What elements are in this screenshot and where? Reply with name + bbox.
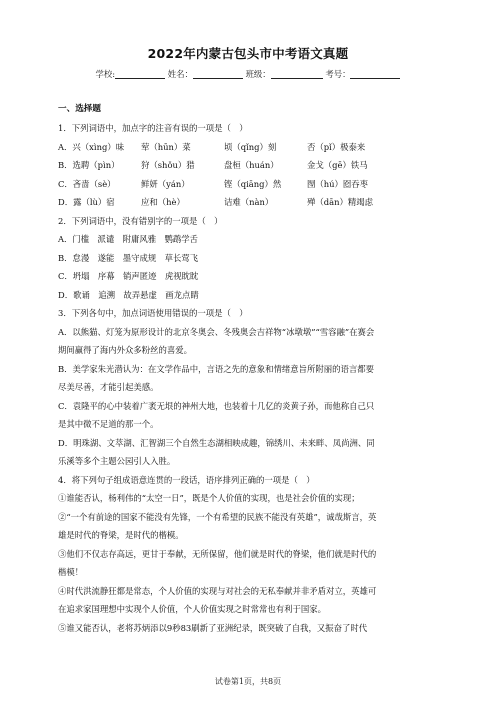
name-label: 姓名： [167,69,193,79]
section-heading: 一、选择题 [58,104,101,114]
q4-sentence-3-line-2: 楷模！ [58,567,84,577]
page-footer: 试卷第1页，共8页 [214,677,282,686]
q4-stem: 4．将下列句子组成语意连贯的一段话，语序排列正确的一项是（ ） [58,474,315,485]
q2-option-b[interactable]: B．怠漫 遂能 墨守成规 草长莺飞 [58,252,199,263]
q1-a-term-2: 荤（hūn）菜 [141,141,191,152]
q3-option-b-line-2[interactable]: 尽美尽善，才能引起美感。 [58,382,159,392]
q1-d-term-1: D．露（lù）宿 [58,197,115,207]
q4-sentence-4-line-1: ④时代洪流静狂都是常态，个人价值的实现与对社会的无私奉献并非矛盾对立，英雄可 [58,585,377,596]
q1-b-term-2: 狩（shǒu）猎 [141,160,195,170]
q3-option-d-line-1[interactable]: D．明珠湖、文萃湖、汇智湖三个自然生态湖相映成趣，锦绣川、未来畔、凤尚洲、同 [58,437,375,448]
q1-option-b[interactable] [58,156,442,175]
q3-option-b-line-1[interactable]: B．美学家朱光潜认为：在文学作品中，言语之先的意象和情绪意旨所附丽的语言都要 [58,363,375,374]
school-label: 学校: [95,69,116,79]
q1-c-term-2: 鲜妍（yán） [141,178,190,189]
q3-option-c-line-1[interactable]: C．袁隆平的心中装着广袤无垠的神州大地，也装着十几亿的炎黄子孙，而他称自己只 [58,400,375,411]
q1-d-term-2: 应和（hè） [141,197,185,207]
q1-c-term-4: 囫（hú）囵吞枣 [307,178,369,189]
q3-option-a-line-1[interactable]: A．以熊猫、灯笼为原形设计的北京冬奥会、冬残奥会吉祥物“冰墩墩”“雪容融”在赛会 [58,326,375,337]
q3-stem: 3．下列各句中，加点词语使用错误的一项是（ ） [58,308,248,318]
q3-option-d-line-2[interactable]: 乐溪等多个主题公园引人入胜。 [58,456,176,466]
q3-option-a-line-2[interactable]: 期间赢得了海内外众多粉丝的喜爱。 [58,345,192,355]
q1-c-term-3: 铿（qiāng）然 [224,178,282,189]
q1-c-term-1: C．吝啬（sè） [58,178,116,189]
q2-option-d[interactable]: D．歌诵 追溯 故弄悬虚 画龙点睛 [58,289,199,300]
q4-sentence-1: ①谁能否认，杨利伟的“太空一日”，既是个人价值的实现，也是社会价值的实现； [58,493,360,503]
school-blank[interactable] [115,69,165,79]
q4-sentence-5: ⑤谁又能否认，老将苏炳添以9秒83刷新了亚洲纪录，既突破了自我，又振奋了时代 [58,622,368,633]
class-label: 班级： [245,69,271,79]
q4-sentence-4-line-2: 在追求家国理想中实现个人价值，个人价值实现之时常常也有利于国家。 [58,604,326,614]
name-blank[interactable] [193,69,243,79]
question-content [58,119,442,637]
exam-number-label: 考号： [325,69,351,79]
q1-a-term-3: 顷（qǐng）刻 [224,141,277,152]
exam-number-blank[interactable] [350,69,400,79]
q4-sentence-3-line-1: ③他们不仅志存高远，更甘于奉献，无所保留，他们就是时代的脊梁，他们就是时代的 [58,548,377,559]
q2-stem: 2．下列词语中，没有错别字的一项是（ ） [58,215,223,226]
q4-sentence-2-line-2: 雄是时代的脊梁，是时代的楷模。 [58,530,184,540]
q1-option-c[interactable] [58,175,442,194]
q1-a-term-4: 否（pǐ）极泰来 [307,141,366,152]
q4-sentence-2-line-1: ②“一个有前途的国家不能没有先锋，一个有希望的民族不能没有英雄”，诚哉斯言，英 [58,511,377,522]
q1-stem: 1．下列词语中，加点字的注音有误的一项是（ ） [58,123,248,133]
q1-b-term-4: 金戈（gē）铁马 [307,160,368,170]
q2-option-c[interactable]: C．坍塌 序幕 销声匿迹 虎视眈眈 [58,271,199,281]
q1-a-term-1: A．兴（xìng）味 [58,141,125,152]
q3-option-c-line-2[interactable]: 是其中微不足道的那一个。 [58,419,159,429]
q1-b-term-1: B．选聘（pìn） [58,160,120,170]
page-title: 2022年内蒙古包头市中考语文真题 [147,46,349,61]
q1-d-term-3: 诘难（nàn） [224,197,274,207]
q1-b-term-3: 盘桓（huán） [224,160,279,170]
q1-d-term-4: 殚（dān）精竭虑 [307,197,373,207]
class-blank[interactable] [271,69,323,79]
q1-option-a[interactable] [58,138,442,157]
student-info-line [0,68,496,80]
q1-option-d[interactable] [58,193,442,212]
q2-option-a[interactable]: A．门槛 派谴 附庸风雅 鹦鹉学舌 [58,234,199,244]
